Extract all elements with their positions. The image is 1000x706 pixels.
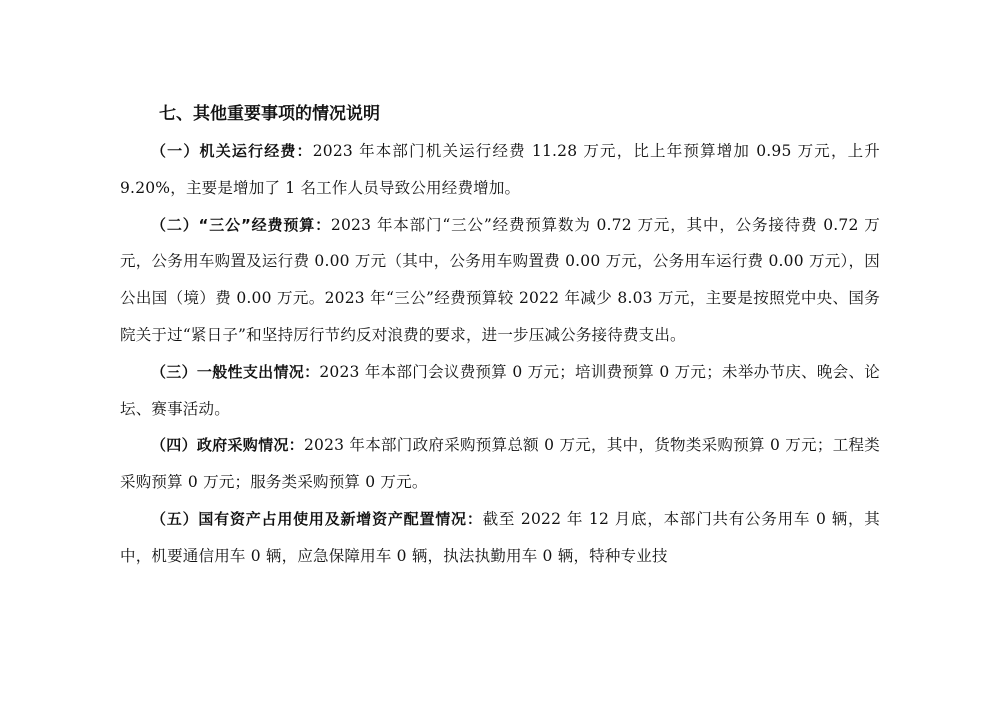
paragraph-state-assets: [120, 501, 880, 575]
paragraph-text: 2023 年本部门会议费预算 0 万元；培训费预算 0 万元；未举办节庆、晚会、论坛、赛事活动。: [120, 362, 880, 418]
paragraph-government-procurement: [120, 427, 880, 501]
paragraph-lead: （二）“三公”经费预算：: [151, 215, 331, 234]
paragraph-text: 2023 年本部门“三公”经费预算数为 0.72 万元，其中，公务接待费 0.72 万元，公务用车购置及运行费 0.00 万元（其中，公务用车购置费 0.00 万元，公务用车运行费 0.00 万元），因公出国（境）费 0.00 万元。2023 年“三公”经费预算较 2022 年减少 8.03 万元，主要是按照党中央、国务院关于过“紧日子”和坚持厉行节约反对浪费的要求，进一步压减公务接待费支出。: [120, 215, 880, 344]
paragraph-lead: （四）政府采购情况：: [151, 436, 304, 455]
paragraph-text: 截至 2022 年 12 月底，本部门共有公务用车 0 辆，其中，机要通信用车 0 辆，应急保障用车 0 辆，执法执勤用车 0 辆，特种专业技: [120, 509, 881, 565]
section-title: 七、其他重要事项的情况说明: [159, 104, 380, 124]
paragraph-operating-funds: [120, 133, 880, 207]
paragraph-lead: （三）一般性支出情况：: [151, 362, 320, 381]
section-body: [120, 133, 880, 575]
paragraph-three-public-funds: [120, 207, 880, 354]
paragraph-text: 2023 年本部门机关运行经费 11.28 万元，比上年预算增加 0.95 万元，上升 9.20%，主要是增加了 1 名工作人员导致公用经费增加。: [120, 142, 880, 197]
paragraph-general-expenditure: [120, 354, 880, 428]
paragraph-text: 2023 年本部门政府采购预算总额 0 万元，其中，货物类采购预算 0 万元；工程类采购预算 0 万元；服务类采购预算 0 万元。: [120, 436, 880, 492]
paragraph-lead: （五）国有资产占用使用及新增资产配置情况：: [151, 509, 483, 528]
paragraph-lead: （一）机关运行经费：: [151, 142, 313, 160]
